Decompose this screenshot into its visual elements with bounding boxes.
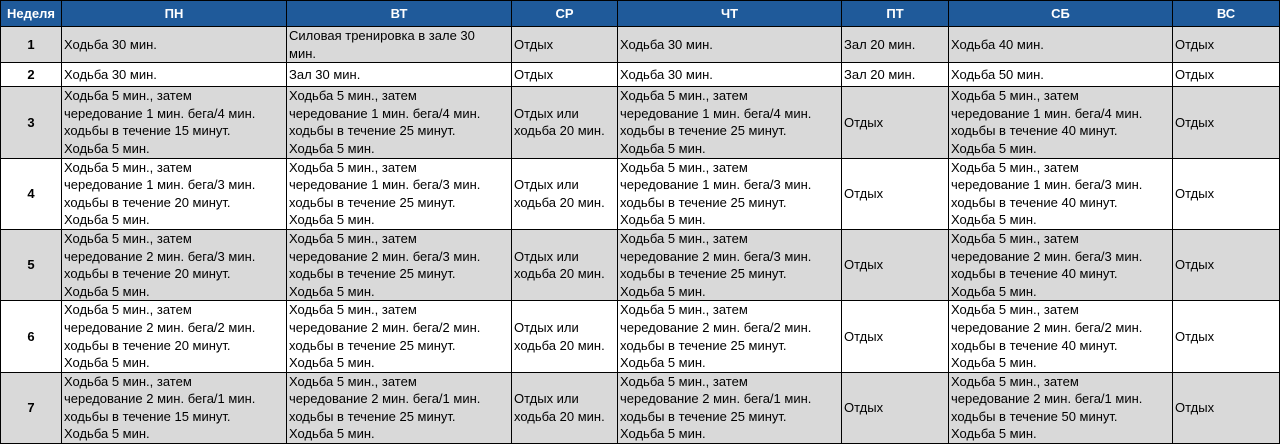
cell-friday: Отдых bbox=[842, 158, 949, 229]
cell-wednesday: Отдых или ходьба 20 мин. bbox=[512, 87, 618, 158]
cell-thursday: Ходьба 30 мин. bbox=[618, 27, 842, 63]
cell-sunday: Отдых bbox=[1173, 301, 1280, 372]
cell-tuesday: Ходьба 5 мин., затем чередование 2 мин. бега/3 мин. ходьбы в течение 25 минут. Ходьба 5 мин. bbox=[287, 229, 512, 300]
cell-sunday: Отдых bbox=[1173, 372, 1280, 443]
cell-friday: Отдых bbox=[842, 372, 949, 443]
cell-friday: Зал 20 мин. bbox=[842, 63, 949, 87]
cell-thursday: Ходьба 5 мин., затем чередование 1 мин. бега/4 мин. ходьбы в течение 25 минут. Ходьба 5 мин. bbox=[618, 87, 842, 158]
cell-tuesday: Ходьба 5 мин., затем чередование 1 мин. бега/4 мин. ходьбы в течение 25 минут. Ходьба 5 мин. bbox=[287, 87, 512, 158]
cell-thursday: Ходьба 5 мин., затем чередование 1 мин. бега/3 мин. ходьбы в течение 25 минут. Ходьба 5 мин. bbox=[618, 158, 842, 229]
cell-tuesday: Ходьба 5 мин., затем чередование 2 мин. бега/2 мин. ходьбы в течение 25 минут. Ходьба 5 мин. bbox=[287, 301, 512, 372]
table-row bbox=[1, 158, 1280, 229]
cell-friday: Зал 20 мин. bbox=[842, 27, 949, 63]
cell-sunday: Отдых bbox=[1173, 63, 1280, 87]
cell-thursday: Ходьба 5 мин., затем чередование 2 мин. бега/3 мин. ходьбы в течение 25 минут. Ходьба 5 мин. bbox=[618, 229, 842, 300]
header-week: Неделя bbox=[1, 1, 62, 27]
cell-saturday: Ходьба 5 мин., затем чередование 2 мин. бега/2 мин. ходьбы в течение 40 минут. Ходьба 5 мин. bbox=[949, 301, 1173, 372]
cell-saturday: Ходьба 5 мин., затем чередование 2 мин. бега/3 мин. ходьбы в течение 40 минут. Ходьба 5 мин. bbox=[949, 229, 1173, 300]
header-wednesday: СР bbox=[512, 1, 618, 27]
cell-monday: Ходьба 30 мин. bbox=[62, 63, 287, 87]
cell-sunday: Отдых bbox=[1173, 158, 1280, 229]
header-monday: ПН bbox=[62, 1, 287, 27]
cell-tuesday: Силовая тренировка в зале 30 мин. bbox=[287, 27, 512, 63]
week-number: 2 bbox=[1, 63, 62, 87]
week-number: 1 bbox=[1, 27, 62, 63]
cell-thursday: Ходьба 30 мин. bbox=[618, 63, 842, 87]
cell-monday: Ходьба 30 мин. bbox=[62, 27, 287, 63]
header-row bbox=[1, 1, 1280, 27]
cell-tuesday: Ходьба 5 мин., затем чередование 2 мин. бега/1 мин. ходьбы в течение 25 минут. Ходьба 5 мин. bbox=[287, 372, 512, 443]
week-number: 4 bbox=[1, 158, 62, 229]
week-number: 7 bbox=[1, 372, 62, 443]
cell-friday: Отдых bbox=[842, 301, 949, 372]
cell-wednesday: Отдых или ходьба 20 мин. bbox=[512, 301, 618, 372]
cell-thursday: Ходьба 5 мин., затем чередование 2 мин. бега/2 мин. ходьбы в течение 25 минут. Ходьба 5 мин. bbox=[618, 301, 842, 372]
cell-wednesday: Отдых bbox=[512, 27, 618, 63]
cell-wednesday: Отдых или ходьба 20 мин. bbox=[512, 372, 618, 443]
header-thursday: ЧТ bbox=[618, 1, 842, 27]
table-row bbox=[1, 229, 1280, 300]
cell-saturday: Ходьба 40 мин. bbox=[949, 27, 1173, 63]
table-row bbox=[1, 87, 1280, 158]
cell-monday: Ходьба 5 мин., затем чередование 2 мин. бега/2 мин. ходьбы в течение 20 минут. Ходьба 5 мин. bbox=[62, 301, 287, 372]
table-row bbox=[1, 27, 1280, 63]
table-row bbox=[1, 372, 1280, 443]
week-number: 5 bbox=[1, 229, 62, 300]
cell-saturday: Ходьба 50 мин. bbox=[949, 63, 1173, 87]
cell-monday: Ходьба 5 мин., затем чередование 2 мин. бега/1 мин. ходьбы в течение 15 минут. Ходьба 5 мин. bbox=[62, 372, 287, 443]
cell-saturday: Ходьба 5 мин., затем чередование 1 мин. бега/4 мин. ходьбы в течение 40 минут. Ходьба 5 мин. bbox=[949, 87, 1173, 158]
header-sunday: ВС bbox=[1173, 1, 1280, 27]
table-row bbox=[1, 301, 1280, 372]
cell-monday: Ходьба 5 мин., затем чередование 1 мин. бега/3 мин. ходьбы в течение 20 минут. Ходьба 5 мин. bbox=[62, 158, 287, 229]
cell-tuesday: Зал 30 мин. bbox=[287, 63, 512, 87]
cell-monday: Ходьба 5 мин., затем чередование 2 мин. бега/3 мин. ходьбы в течение 20 минут. Ходьба 5 мин. bbox=[62, 229, 287, 300]
header-friday: ПТ bbox=[842, 1, 949, 27]
week-number: 6 bbox=[1, 301, 62, 372]
cell-friday: Отдых bbox=[842, 229, 949, 300]
cell-saturday: Ходьба 5 мин., затем чередование 2 мин. бега/1 мин. ходьбы в течение 50 минут. Ходьба 5 мин. bbox=[949, 372, 1173, 443]
cell-tuesday: Ходьба 5 мин., затем чередование 1 мин. бега/3 мин. ходьбы в течение 25 минут. Ходьба 5 мин. bbox=[287, 158, 512, 229]
cell-saturday: Ходьба 5 мин., затем чередование 1 мин. бега/3 мин. ходьбы в течение 40 минут. Ходьба 5 мин. bbox=[949, 158, 1173, 229]
table-row bbox=[1, 63, 1280, 87]
cell-thursday: Ходьба 5 мин., затем чередование 2 мин. бега/1 мин. ходьбы в течение 25 минут. Ходьба 5 мин. bbox=[618, 372, 842, 443]
cell-friday: Отдых bbox=[842, 87, 949, 158]
cell-sunday: Отдых bbox=[1173, 27, 1280, 63]
cell-monday: Ходьба 5 мин., затем чередование 1 мин. бега/4 мин. ходьбы в течение 15 минут. Ходьба 5 мин. bbox=[62, 87, 287, 158]
cell-wednesday: Отдых bbox=[512, 63, 618, 87]
cell-sunday: Отдых bbox=[1173, 87, 1280, 158]
header-saturday: СБ bbox=[949, 1, 1173, 27]
cell-sunday: Отдых bbox=[1173, 229, 1280, 300]
header-tuesday: ВТ bbox=[287, 1, 512, 27]
cell-wednesday: Отдых или ходьба 20 мин. bbox=[512, 229, 618, 300]
cell-wednesday: Отдых или ходьба 20 мин. bbox=[512, 158, 618, 229]
week-number: 3 bbox=[1, 87, 62, 158]
